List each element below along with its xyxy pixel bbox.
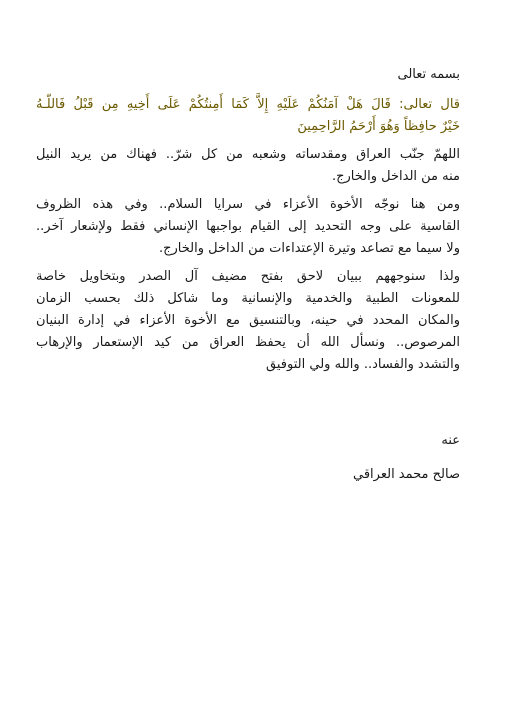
opening-basmala: بسمه تعالى <box>397 67 460 82</box>
paragraph-line: ولذا سنوجههم ببيان لاحق بفتح مضيف آل الصدر وبتخاويل خاصة <box>36 269 460 284</box>
paragraph-line: المرصوص.. ونسأل الله أن يحفظ العراق من كيد الإستعمار والإرهاب <box>36 335 460 350</box>
signature-block <box>36 430 460 486</box>
verse-text-1: قَالَ هَلْ آمَنُكُمْ عَلَيْهِ إِلاَّ كَمَا أَمِنتُكُمْ عَلَى أَخِيهِ مِن قَبْلُ فَاللّـهُ <box>36 97 391 112</box>
paragraph-1 <box>36 144 460 188</box>
paragraph-line: منه من الداخل والخارج. <box>331 169 460 184</box>
paragraph-line: ولا سيما مع تصاعد وتيرة الإعتداءات من الداخل والخارج. <box>158 241 460 256</box>
verse-intro: قال تعالى: <box>399 97 461 112</box>
signature-on-behalf: عنه <box>441 433 460 448</box>
paragraph-line: القاسية على وجه التحديد إلى القيام بواجبها الإنساني فقط ولإشعار آخر.. <box>36 219 460 234</box>
paragraph-2 <box>36 194 460 260</box>
paragraph-line: اللهمّ جنّب العراق ومقدساته وشعبه من كل شرّ.. فهناك من يريد النيل <box>36 147 460 162</box>
paragraph-line: والتشدد والفساد.. والله ولي التوفيق <box>266 357 460 372</box>
verse-line-2: خَيْرٌ حافِظاً وَهُوَ أَرْحَمُ الرَّاحِمِينَ <box>297 119 460 134</box>
letter-body <box>36 64 460 382</box>
quran-verse-block <box>36 94 460 138</box>
verse-line-1 <box>36 94 460 116</box>
signature-name: صالح محمد العراقي <box>353 467 460 482</box>
paragraph-line: للمعونات الطبية والخدمية والإنسانية وما شاكل ذلك بحسب الزمان <box>36 291 460 306</box>
paragraph-line: والمكان المحدد في حينه، وبالتنسيق مع الأخوة الأعزاء في إدارة البنيان <box>36 313 460 328</box>
paragraph-3 <box>36 266 460 376</box>
paragraph-line: ومن هنا نوجّه الأخوة الأعزاء في سرايا السلام.. وفي هذه الظروف <box>36 197 460 212</box>
